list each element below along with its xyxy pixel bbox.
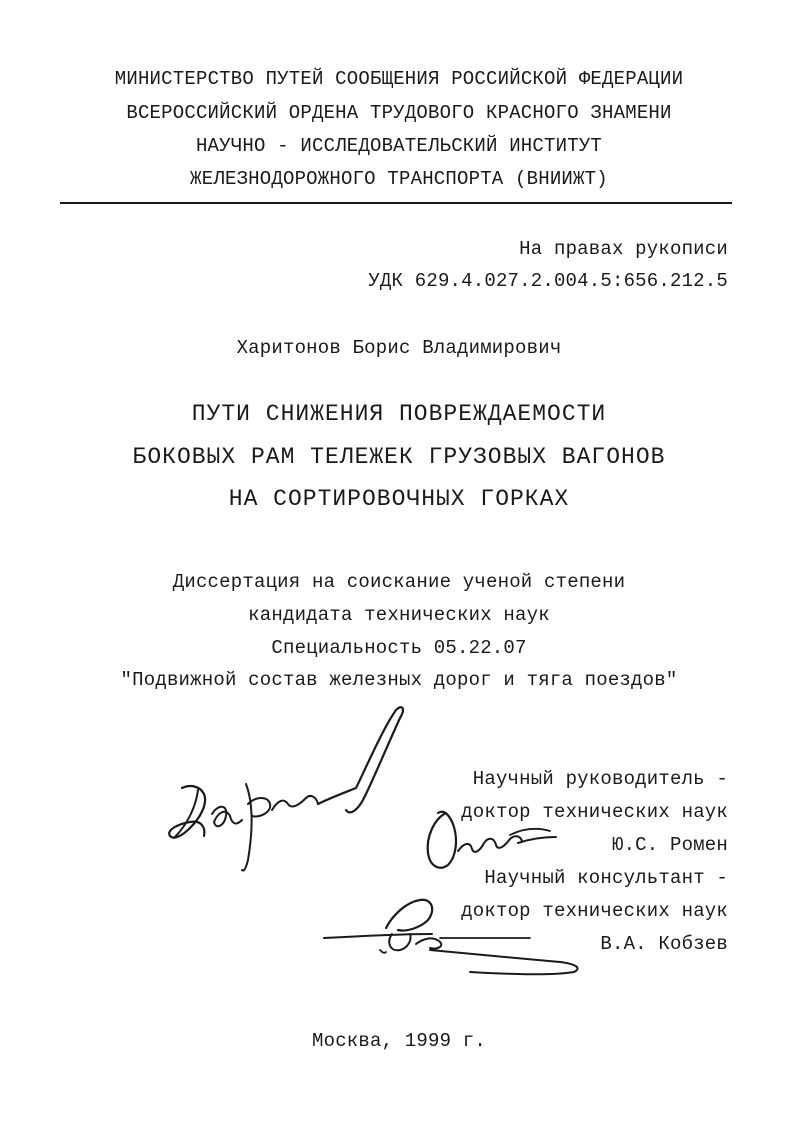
advisor-degree: доктор технических наук	[461, 801, 728, 823]
specialty-name: "Подвижной состав железных дорог и тяга поездов"	[120, 669, 678, 691]
dissertation-line-1: Диссертация на соискание ученой степени	[172, 571, 626, 593]
institute-line-2: НАУЧНО - ИССЛЕДОВАТЕЛЬСКИЙ ИНСТИТУТ	[195, 135, 603, 157]
advisor-signature	[418, 795, 568, 885]
consultant-role: Научный консультант -	[484, 867, 728, 889]
manuscript-note: На правах рукописи	[519, 238, 728, 260]
thesis-title-line-3: НА СОРТИРОВОЧНЫХ ГОРКАХ	[228, 486, 570, 512]
udc-code: УДК 629.4.027.2.004.5:656.212.5	[368, 270, 728, 292]
consultant-name: В.А. Кобзев	[600, 933, 728, 955]
thesis-title-line-2: БОКОВЫХ РАМ ТЕЛЕЖЕК ГРУЗОВЫХ ВАГОНОВ	[132, 444, 666, 470]
author-signature	[160, 700, 410, 880]
place-and-year: Москва, 1999 г.	[311, 1030, 487, 1052]
thesis-title-line-1: ПУТИ СНИЖЕНИЯ ПОВРЕЖДАЕМОСТИ	[191, 401, 607, 427]
consultant-degree: доктор технических наук	[461, 900, 728, 922]
consultant-signature	[320, 888, 590, 978]
header-divider	[60, 202, 732, 204]
author-name: Харитонов Борис Владимирович	[236, 337, 562, 359]
specialty-code: Специальность 05.22.07	[271, 637, 527, 659]
institute-line-1: ВСЕРОССИЙСКИЙ ОРДЕНА ТРУДОВОГО КРАСНОГО ЗНАМЕНИ	[126, 102, 672, 124]
advisor-role: Научный руководитель -	[472, 768, 728, 790]
institute-line-3: ЖЕЛЕЗНОДОРОЖНОГО ТРАНСПОРТА (ВНИИЖТ)	[190, 168, 608, 190]
ministry-line: МИНИСТЕРСТВО ПУТЕЙ СООБЩЕНИЯ РОССИЙСКОЙ ФЕДЕРАЦИИ	[114, 68, 684, 90]
dissertation-line-2: кандидата технических наук	[248, 604, 550, 626]
advisor-name: Ю.С. Ромен	[611, 834, 728, 856]
